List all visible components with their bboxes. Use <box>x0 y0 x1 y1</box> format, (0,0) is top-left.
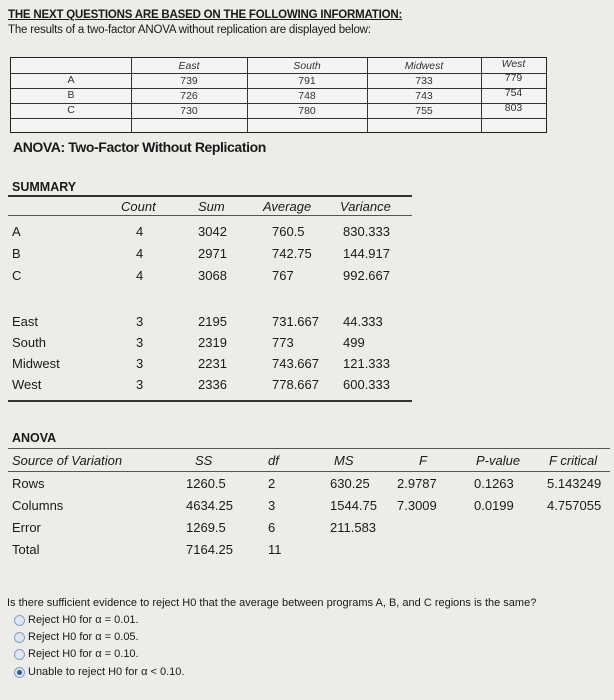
summary-row-label: C <box>12 268 22 283</box>
summary-row-label: Midwest <box>12 356 60 371</box>
col-header-south: South <box>293 60 321 72</box>
anova-header-f: F <box>419 453 427 468</box>
cell-c-west: 803 <box>504 102 523 114</box>
answer-option-label: Unable to reject H0 for α < 0.10. <box>28 666 185 678</box>
col-header-midwest: Midwest <box>404 60 444 72</box>
cell-a-east: 739 <box>180 75 198 87</box>
anova-ss-cell: 1260.5 <box>186 476 226 491</box>
anova-ss-cell: 7164.25 <box>186 542 233 557</box>
data-table <box>10 57 547 133</box>
subheading: The results of a two-factor ANOVA without replication are displayed below: <box>8 24 371 36</box>
cell-a-west: 779 <box>504 72 523 84</box>
anova-ss-cell: 1269.5 <box>186 520 226 535</box>
heading: THE NEXT QUESTIONS ARE BASED ON THE FOLLOWING INFORMATION: <box>8 9 403 21</box>
anova-fcrit-cell: 4.757055 <box>547 498 602 513</box>
summary-count-cell: 4 <box>136 268 144 283</box>
anova-df-cell: 2 <box>268 476 276 491</box>
summary-count-cell: 3 <box>136 335 144 350</box>
summary-variance-cell: 144.917 <box>343 246 390 261</box>
anova-p-cell: 0.1263 <box>474 476 514 491</box>
cell-c-south: 780 <box>298 105 316 117</box>
anova-ms-cell: 630.25 <box>330 476 370 491</box>
summary-sum-cell: 2971 <box>198 246 227 261</box>
summary-row-label: West <box>12 377 42 392</box>
cell-a-south: 791 <box>298 75 316 87</box>
summary-header-variance: Variance <box>340 199 391 214</box>
summary-average-cell: 731.667 <box>272 314 319 329</box>
summary-count-cell: 3 <box>136 377 144 392</box>
anova-p-cell: 0.0199 <box>474 498 514 513</box>
anova-ms-cell: 1544.75 <box>330 498 377 513</box>
summary-variance-cell: 121.333 <box>343 356 390 371</box>
answer-option-label: Reject H0 for α = 0.05. <box>28 631 139 643</box>
summary-row-label: South <box>12 335 46 350</box>
question-text: Is there sufficient evidence to reject H0 that the average between programs A, B, and C regions is the same? <box>7 597 537 609</box>
summary-average-cell: 760.5 <box>272 224 305 239</box>
summary-average-cell: 742.75 <box>272 246 312 261</box>
summary-variance-cell: 830.333 <box>343 224 390 239</box>
cell-b-south: 748 <box>298 90 316 102</box>
cell-c-midwest: 755 <box>415 105 433 117</box>
summary-header-average: Average <box>263 199 312 214</box>
summary-row-label: East <box>12 314 39 329</box>
anova-source-cell: Columns <box>12 498 64 513</box>
cell-a-midwest: 733 <box>415 75 433 87</box>
anova-ms-cell: 211.583 <box>330 520 377 535</box>
radio-button[interactable] <box>14 649 25 660</box>
anova-header-ss: SS <box>195 453 213 468</box>
row-label-c: C <box>67 104 75 116</box>
col-header-west: West <box>501 58 526 70</box>
summary-sum-cell: 2231 <box>198 356 227 371</box>
radio-button[interactable] <box>14 667 25 678</box>
anova-f-cell: 7.3009 <box>397 498 437 513</box>
anova-df-cell: 11 <box>268 542 282 557</box>
anova-ss-cell: 4634.25 <box>186 498 233 513</box>
summary-variance-cell: 600.333 <box>343 377 390 392</box>
summary-sum-cell: 2319 <box>198 335 227 350</box>
summary-count-cell: 4 <box>136 246 144 261</box>
anova-f-cell: 2.9787 <box>397 476 437 491</box>
summary-count-cell: 3 <box>136 314 144 329</box>
radio-button[interactable] <box>14 615 25 626</box>
anova-section-title: ANOVA <box>12 431 57 445</box>
summary-average-cell: 743.667 <box>272 356 319 371</box>
summary-header-count: Count <box>121 199 156 214</box>
anova-source-cell: Total <box>12 542 40 557</box>
radio-button[interactable] <box>14 632 25 643</box>
summary-sum-cell: 2195 <box>198 314 227 329</box>
summary-variance-cell: 992.667 <box>343 268 390 283</box>
anova-header-ms: MS <box>334 453 354 468</box>
cell-b-midwest: 743 <box>415 90 433 102</box>
summary-row-label: B <box>12 246 21 261</box>
summary-row-label: A <box>12 224 21 239</box>
anova-df-cell: 3 <box>268 498 276 513</box>
anova-header-source: Source of Variation <box>12 453 123 468</box>
anova-source-cell: Rows <box>12 476 45 491</box>
summary-average-cell: 767 <box>272 268 294 283</box>
summary-count-cell: 3 <box>136 356 144 371</box>
summary-sum-cell: 3068 <box>198 268 227 283</box>
row-label-b: B <box>67 89 75 101</box>
cell-b-west: 754 <box>504 87 523 99</box>
summary-count-cell: 4 <box>136 224 144 239</box>
summary-sum-cell: 2336 <box>198 377 227 392</box>
row-label-a: A <box>67 74 75 86</box>
summary-variance-cell: 44.333 <box>343 314 383 329</box>
anova-df-cell: 6 <box>268 520 276 535</box>
anova-fcrit-cell: 5.143249 <box>547 476 602 491</box>
summary-title: SUMMARY <box>12 180 77 194</box>
summary-sum-cell: 3042 <box>198 224 227 239</box>
cell-b-east: 726 <box>180 90 198 102</box>
col-header-east: East <box>178 60 200 72</box>
anova-header-fcritical: F critical <box>549 453 598 468</box>
anova-title: ANOVA: Two-Factor Without Replication <box>13 139 266 155</box>
anova-source-cell: Error <box>12 520 41 535</box>
cell-c-east: 730 <box>180 105 198 117</box>
summary-average-cell: 778.667 <box>272 377 319 392</box>
answer-option-label: Reject H0 for α = 0.01. <box>28 614 139 626</box>
summary-header-sum: Sum <box>198 199 225 214</box>
anova-header-pvalue: P-value <box>476 453 521 468</box>
answer-option-label: Reject H0 for α = 0.10. <box>28 648 139 660</box>
anova-header-df: df <box>268 453 279 468</box>
summary-average-cell: 773 <box>272 335 294 350</box>
summary-variance-cell: 499 <box>343 335 365 350</box>
